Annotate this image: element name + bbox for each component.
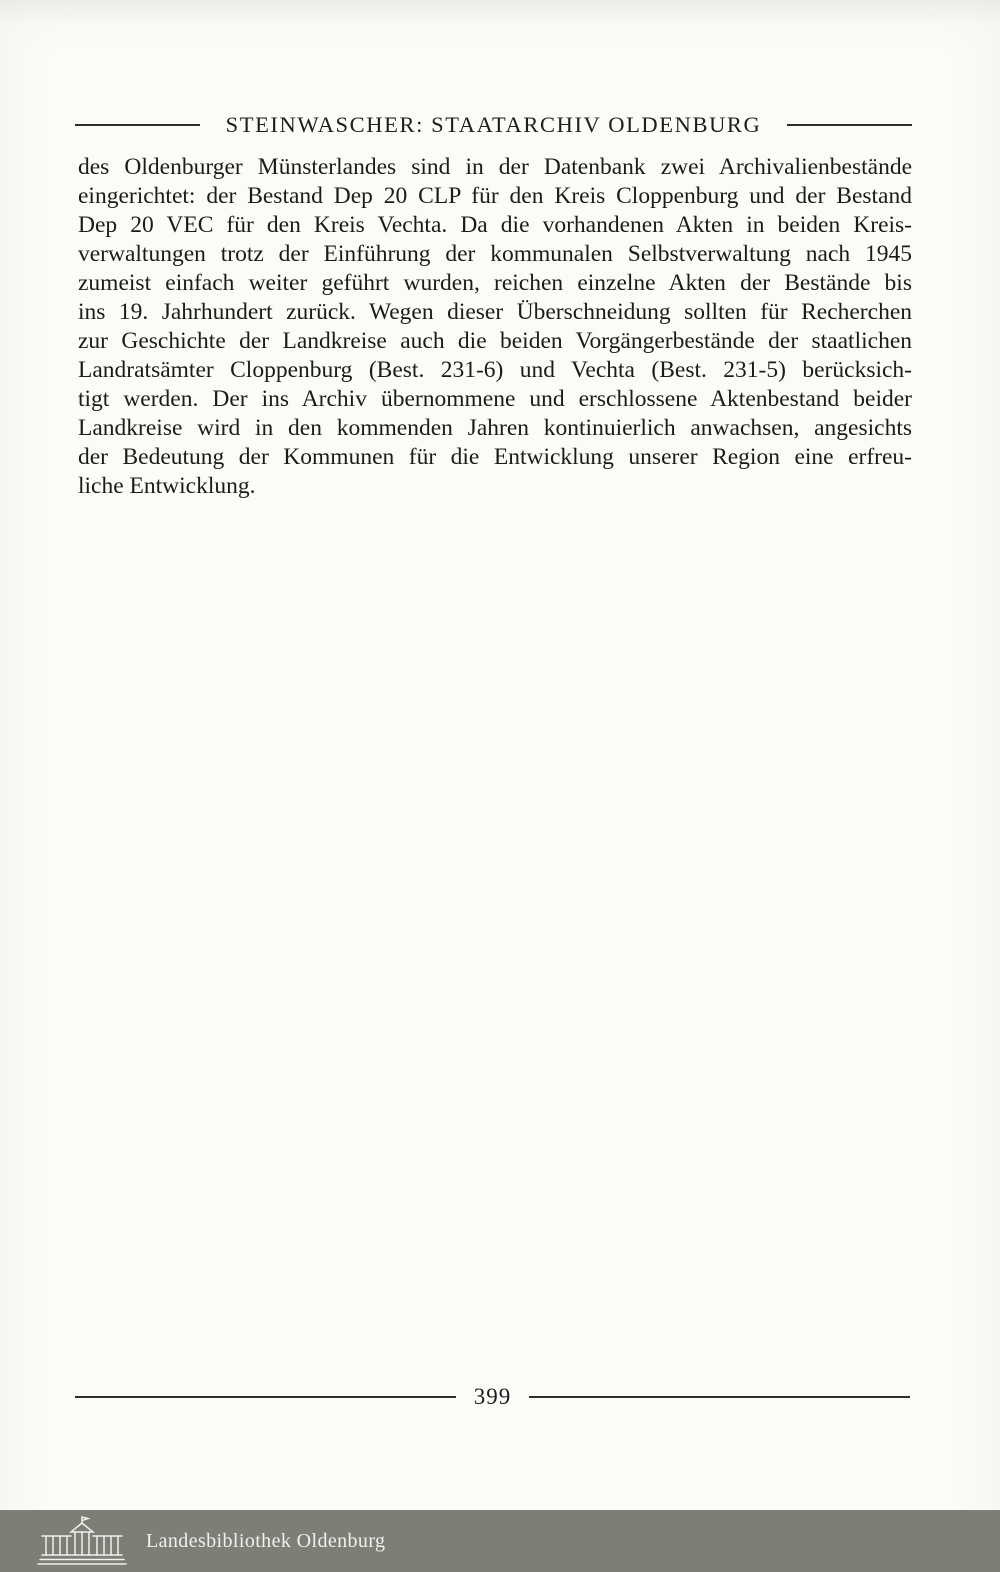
text-line: ins 19. Jahrhundert zurück. Wegen dieser Überschneidung sollten für Recherchen xyxy=(78,299,912,325)
text-line: zumeist einfach weiter geführt wurden, reichen einzelne Akten der Bestände bis xyxy=(78,270,912,296)
library-building-icon xyxy=(36,1515,128,1567)
pagenum-rule-right xyxy=(529,1396,910,1398)
text-line: zur Geschichte der Landkreise auch die beiden Vorgängerbestände der staatlichen xyxy=(78,328,912,354)
page-number: 399 xyxy=(473,1384,512,1409)
text-line: des Oldenburger Münsterlandes sind in der Datenbank zwei Archivalienbestände xyxy=(78,154,912,180)
text-line: Landkreise wird in den kommenden Jahren kontinuierlich anwachsen, angesichts xyxy=(78,415,912,441)
page-number-row xyxy=(75,1384,910,1410)
running-header xyxy=(75,112,912,138)
header-title: STEINWASCHER: STAATARCHIV OLDENBURG xyxy=(225,112,762,137)
header-rule-left xyxy=(75,124,200,126)
text-line: eingerichtet: der Bestand Dep 20 CLP für den Kreis Cloppenburg und der Bestand xyxy=(78,183,912,209)
header-rule-right xyxy=(787,124,912,126)
text-line: Landratsämter Cloppenburg (Best. 231-6) und Vechta (Best. 231-5) berücksich- xyxy=(78,357,912,383)
scan-shading xyxy=(0,0,1000,26)
text-line: liche Entwicklung. xyxy=(78,473,256,499)
text-line: Dep 20 VEC für den Kreis Vechta. Da die vorhandenen Akten in beiden Kreis- xyxy=(78,212,912,238)
text-line: tigt werden. Der ins Archiv übernommene und erschlossene Aktenbestand beider xyxy=(78,386,912,412)
library-label: Landesbibliothek Oldenburg xyxy=(146,1529,386,1552)
library-footer-bar xyxy=(0,1510,1000,1572)
pagenum-rule-left xyxy=(75,1396,456,1398)
text-line: verwaltungen trotz der Einführung der kommunalen Selbstverwaltung nach 1945 xyxy=(78,241,912,267)
body-paragraph xyxy=(78,153,912,501)
text-line: der Bedeutung der Kommunen für die Entwicklung unserer Region eine erfreu- xyxy=(78,444,912,470)
